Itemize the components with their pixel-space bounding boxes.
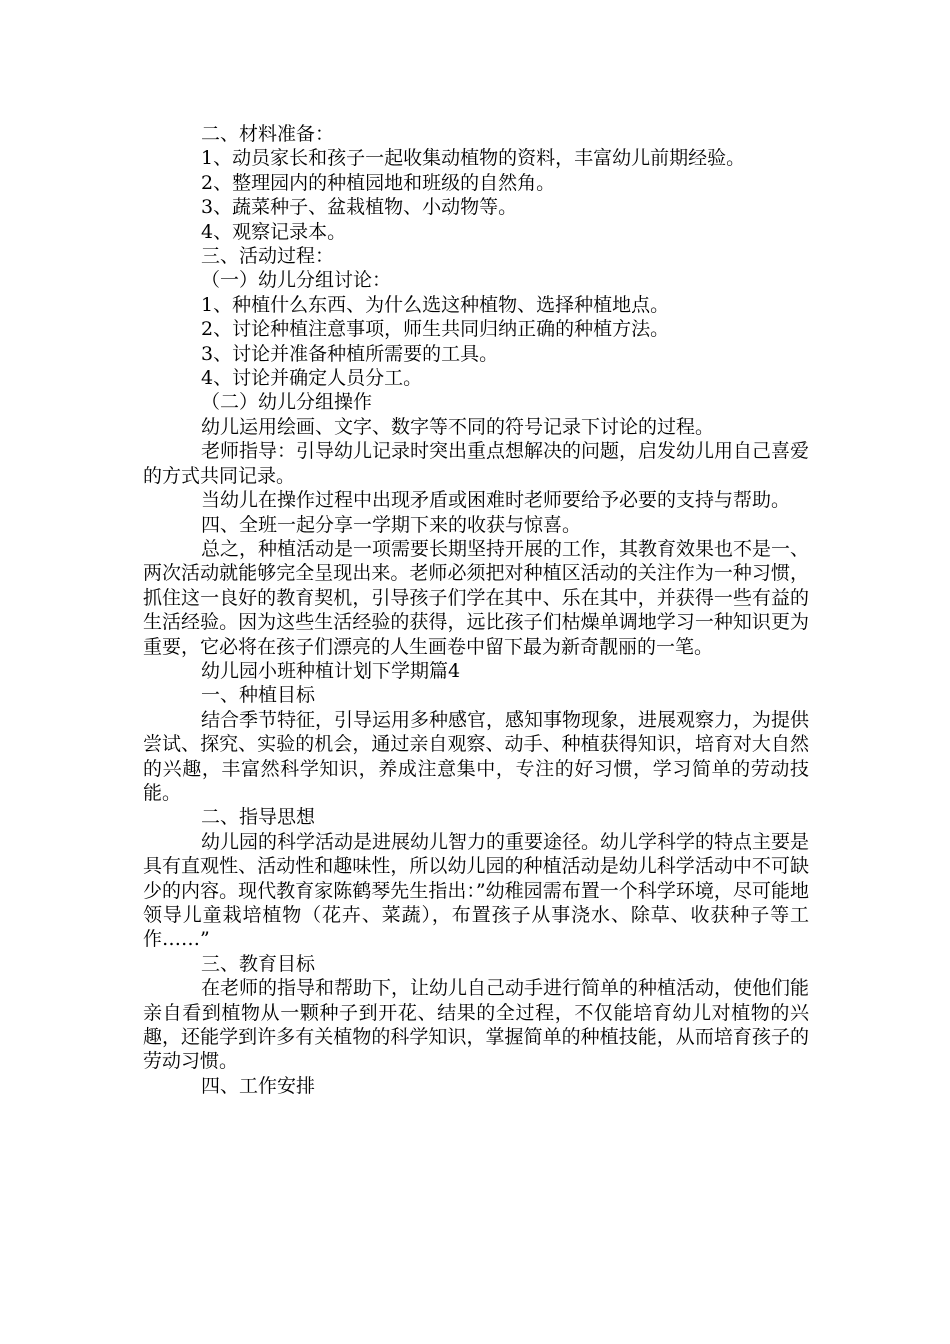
section-title: 幼儿园小班种植计划下学期篇4 xyxy=(201,659,461,682)
paragraph-item: 1、动员家长和孩子一起收集动植物的资料，丰富幼儿前期经验。 xyxy=(201,147,746,170)
paragraph-item: 2、整理园内的种植园地和班级的自然角。 xyxy=(201,171,556,194)
paragraph: 幼儿运用绘画、文字、数字等不同的符号记录下讨论的过程。 xyxy=(201,415,715,438)
paragraph-summary: 总之，种植活动是一项需要长期坚持开展的工作，其教育效果也不是一、两次活动就能够完全呈现出来。老师必须把对种植区活动的关注作为一种习惯，抓住这一良好的教育契机，引导孩子们学在其中、乐在其中，并获得一些有益的生活经验。因为这些生活经验的获得，远比孩子们枯燥单调地学习一种知识更为重要，它必将在孩子们漂亮的人生画卷中留下最为新奇靓丽的一笔。 xyxy=(143,537,810,658)
heading-work-plan: 四、工作安排 xyxy=(201,1074,316,1097)
paragraph: 幼儿园的科学活动是进展幼儿智力的重要途径。幼儿学科学的特点主要是具有直观性、活动性和趣味性，所以幼儿园的种植活动是幼儿科学活动中不可缺少的内容。现代教育家陈鹤琴先生指出：”幼稚园需布置一个科学环境，尽可能地领导儿童栽培植物（花卉、菜蔬），布置孩子从事浇水、除草、收获种子等工作……” xyxy=(143,830,810,951)
paragraph: 在老师的指导和帮助下，让幼儿自己动手进行简单的种植活动，使他们能亲自看到植物从一颗种子到开花、结果的全过程，不仅能培育幼儿对植物的兴趣，还能学到许多有关植物的科学知识，掌握简单的种植技能，从而培育孩子的劳动习惯。 xyxy=(143,977,810,1073)
paragraph: 老师指导：引导幼儿记录时突出重点想解决的问题，启发幼儿用自己喜爱的方式共同记录。 xyxy=(143,440,810,487)
heading-goal: 一、种植目标 xyxy=(201,684,316,707)
document-body xyxy=(143,122,809,1098)
heading-share: 四、全班一起分享一学期下来的收获与惊喜。 xyxy=(201,513,582,536)
paragraph: 结合季节特征，引导运用多种感官，感知事物现象，进展观察力，为提供尝试、探究、实验的机会，通过亲自观察、动手、种植获得知识，培育对大自然的兴趣，丰富然科学知识，养成注意集中，专注的好习惯，学习简单的劳动技能。 xyxy=(143,708,810,804)
paragraph-item: 4、观察记录本。 xyxy=(201,220,347,243)
heading-education-goal: 三、教育目标 xyxy=(201,952,316,975)
paragraph-item: 2、讨论种植注意事项，师生共同归纳正确的种植方法。 xyxy=(201,318,670,341)
subheading-operation: （二）幼儿分组操作 xyxy=(201,391,373,414)
paragraph-item: 3、讨论并准备种植所需要的工具。 xyxy=(201,342,499,365)
paragraph-item: 1、种植什么东西、为什么选这种植物、选择种植地点。 xyxy=(201,293,670,316)
heading-materials: 二、材料准备： xyxy=(201,123,335,145)
paragraph-item: 4、讨论并确定人员分工。 xyxy=(201,367,423,390)
subheading-discussion: （一）幼儿分组讨论： xyxy=(201,269,392,292)
heading-process: 三、活动过程： xyxy=(201,245,335,268)
paragraph: 当幼儿在操作过程中出现矛盾或困难时老师要给予必要的支持与帮助。 xyxy=(201,489,791,512)
paragraph-item: 3、蔬菜种子、盆栽植物、小动物等。 xyxy=(201,196,518,219)
heading-guiding-idea: 二、指导思想 xyxy=(201,806,316,829)
